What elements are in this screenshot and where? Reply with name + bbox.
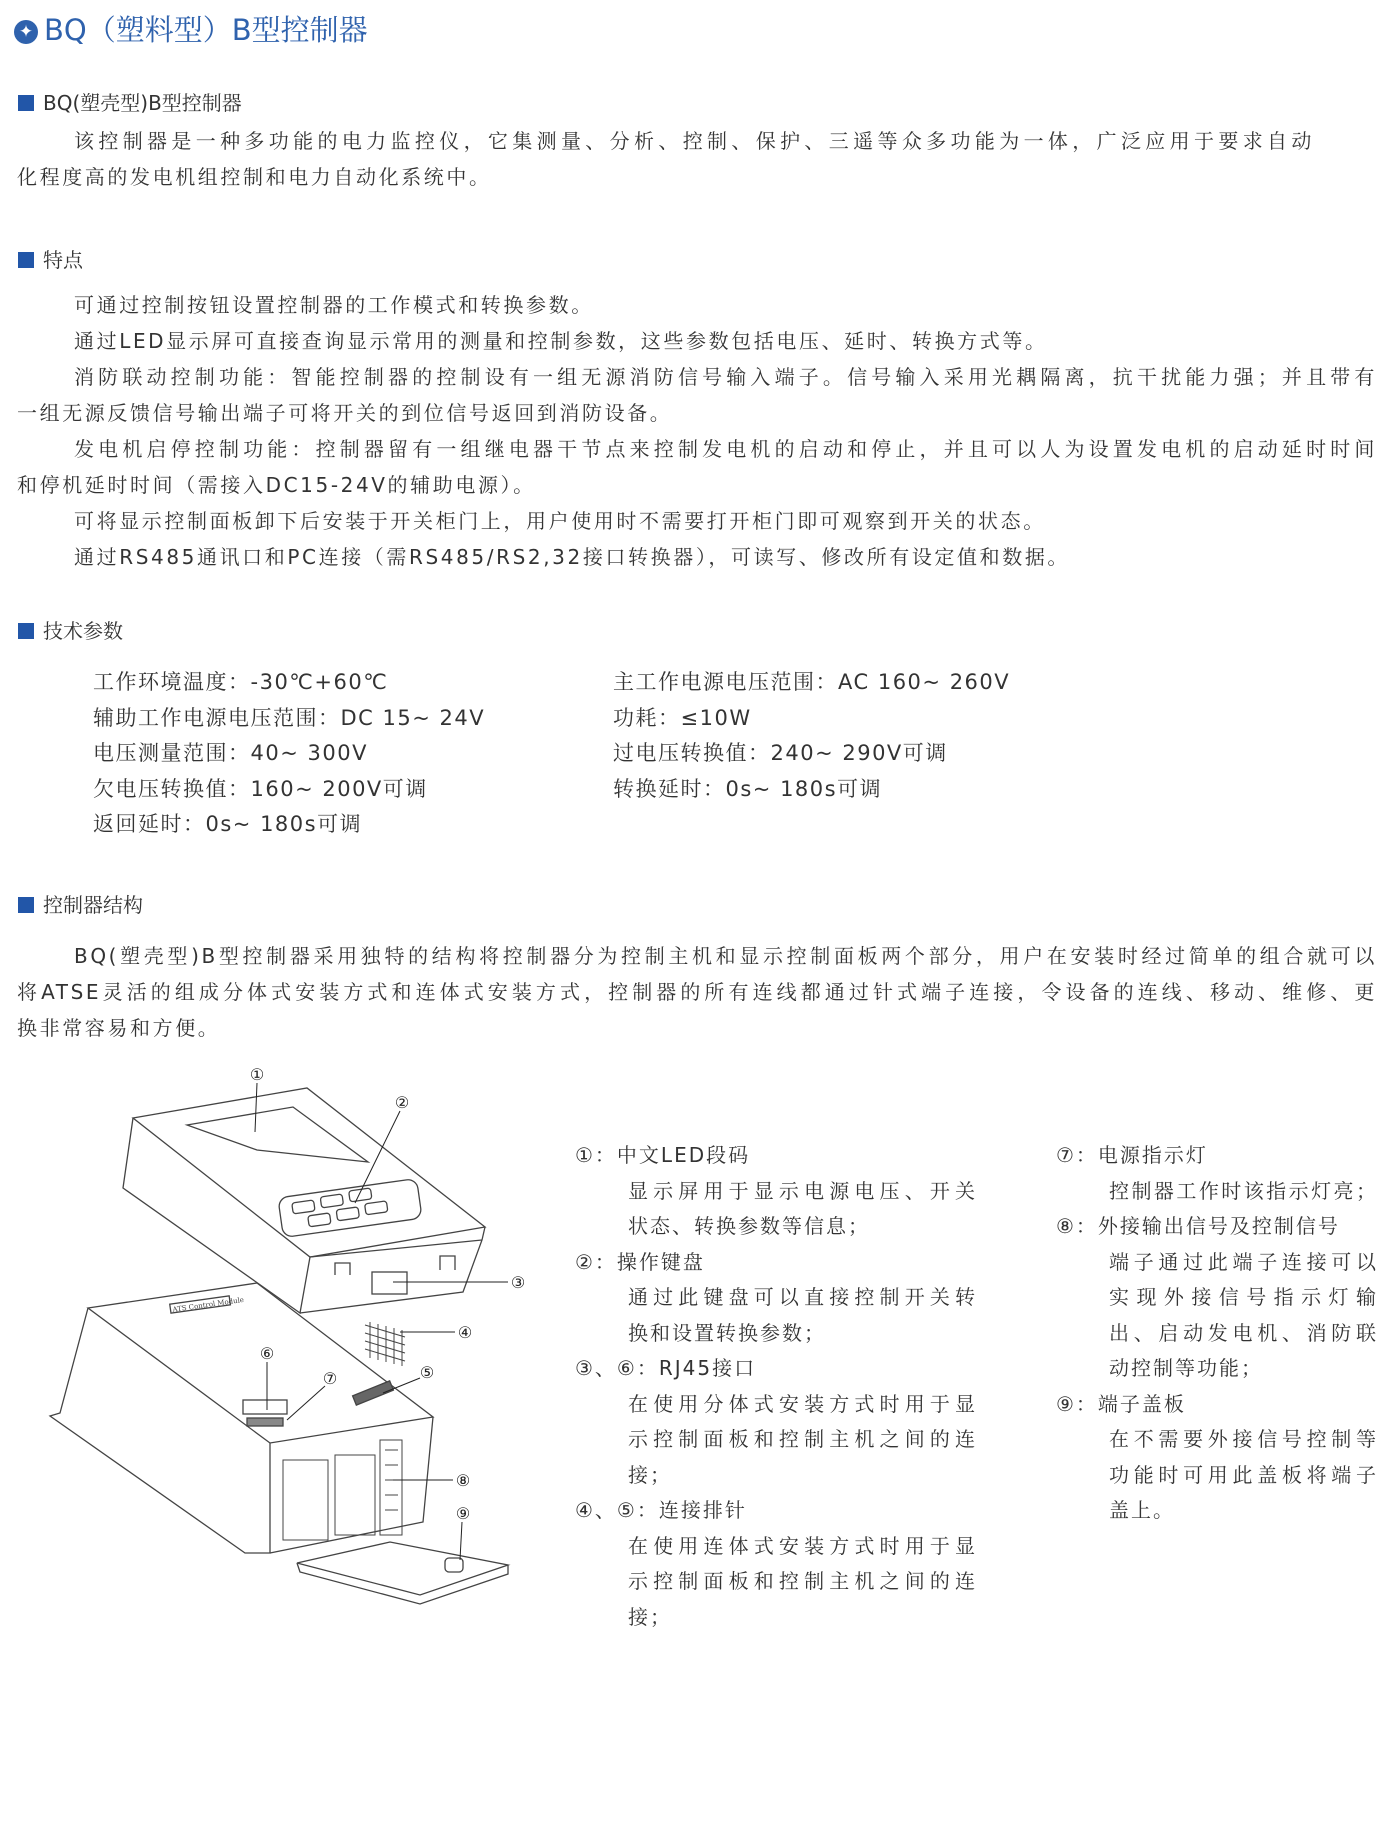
legend-desc: 示控制面板和控制主机之间的连 — [628, 1427, 977, 1451]
spec-item: 主工作电源电压范围：AC 160~ 260V — [613, 670, 1011, 694]
main-controller-unit — [50, 1283, 433, 1553]
spec-item: 功耗：≤10W — [613, 705, 752, 730]
legend-desc: 控制器工作时该指示灯亮； — [1109, 1178, 1378, 1203]
display-panel-unit — [123, 1088, 485, 1313]
text-line: 一组无源反馈信号输出端子可将开关的到位信号返回到消防设备。 — [17, 401, 673, 425]
pin-header — [365, 1322, 405, 1366]
legend-desc: 状态、转换参数等信息； — [628, 1214, 870, 1238]
callout-5: ⑤ — [419, 1363, 435, 1382]
terminal-cover — [297, 1542, 508, 1604]
legend-desc: 通过此键盘可以直接控制开关转 — [628, 1285, 977, 1309]
legend-desc: 实现外接信号指示灯输 — [1109, 1285, 1378, 1309]
spec-item: 转换延时：0s~ 180s可调 — [613, 776, 883, 801]
text-line: 通过RS485通讯口和PC连接（需RS485/RS2,32接口转换器），可读写、修改所有设定值和数据。 — [74, 545, 1071, 569]
text-line: 和停机延时时间（需接入DC15-24V的辅助电源）。 — [17, 473, 536, 497]
module-label: ATS Control Module — [171, 1295, 245, 1314]
rj45-port — [372, 1272, 407, 1294]
legend-desc: 在使用连体式安装方式时用于显 — [628, 1533, 977, 1558]
spec-item: 过电压转换值：240~ 290V可调 — [613, 741, 948, 765]
text-line: BQ(塑壳型)B型控制器采用独特的结构将控制器分为控制主机和显示控制面板两个部分，用户在安装时经过简单的组合就可以 — [74, 944, 1377, 968]
legend-label: ⑨：端子盖板 — [1056, 1391, 1186, 1416]
callout-9: ⑨ — [455, 1504, 471, 1523]
callout-7: ⑦ — [322, 1369, 338, 1388]
heading-text: BQ(塑壳型)B型控制器 — [43, 91, 242, 115]
controller-exploded-diagram — [0, 0, 560, 1837]
spec-item: 返回延时：0s~ 180s可调 — [93, 812, 363, 836]
legend-desc: 在不需要外接信号控制等 — [1109, 1427, 1378, 1451]
legend-desc: 接； — [628, 1462, 672, 1487]
text-line: 换非常容易和方便。 — [17, 1016, 221, 1040]
heading-text: 控制器结构 — [43, 893, 143, 917]
text-line: 可将显示控制面板卸下后安装于开关柜门上，用户使用时不需要打开柜门即可观察到开关的状态。 — [74, 509, 1046, 533]
legend-desc: 显示屏用于显示电源电压、开关 — [628, 1178, 977, 1203]
heading-text: 特点 — [43, 248, 83, 272]
legend-label: ④、⑤：连接排针 — [575, 1498, 747, 1522]
page-title-text: BQ（塑料型）B型控制器 — [44, 13, 368, 47]
legend-desc: 示控制面板和控制主机之间的连 — [628, 1569, 977, 1593]
legend-left-column — [575, 1138, 977, 1635]
specs-right-column — [613, 665, 1010, 807]
legend-right-column — [1056, 1138, 1378, 1529]
callout-4: ④ — [457, 1323, 473, 1342]
text-line: 可通过控制按钮设置控制器的工作模式和转换参数。 — [74, 293, 594, 317]
legend-label: ③、⑥：RJ45接口 — [575, 1356, 757, 1380]
callout-1: ① — [249, 1065, 265, 1084]
legend-desc: 换和设置转换参数； — [628, 1320, 826, 1345]
star-circle-icon: ✦ — [14, 20, 38, 44]
text-line: 通过LED显示屏可直接查询显示常用的测量和控制参数，这些参数包括电压、延时、转换方式等。 — [74, 329, 1048, 353]
legend-desc: 接； — [628, 1604, 672, 1629]
text-line: 消防联动控制功能：智能控制器的控制设有一组无源消防信号输入端子。信号输入采用光耦隔离，抗干扰能力强；并且带有 — [74, 365, 1377, 389]
legend-label: ⑧：外接输出信号及控制信号 — [1056, 1214, 1340, 1238]
legend-label: ②：操作键盘 — [575, 1249, 705, 1274]
callout-3: ③ — [510, 1273, 526, 1292]
text-line: 将ATSE灵活的组成分体式安装方式和连体式安装方式，控制器的所有连线都通过针式端子连接，令设备的连线、移动、维修、更 — [17, 980, 1377, 1004]
legend-desc: 盖上。 — [1109, 1498, 1175, 1522]
callout-2: ② — [394, 1093, 410, 1112]
text-line: 该控制器是一种多功能的电力监控仪，它集测量、分析、控制、保护、三遥等众多功能为一体，广泛应用于要求自动 — [74, 129, 1314, 153]
legend-desc: 在使用分体式安装方式时用于显 — [628, 1391, 977, 1416]
callout-6: ⑥ — [259, 1344, 275, 1363]
legend-desc: 端子通过此端子连接可以 — [1109, 1249, 1378, 1274]
spec-item: 工作环境温度：-30℃+60℃ — [93, 670, 389, 694]
legend-label: ⑦：电源指示灯 — [1056, 1143, 1208, 1167]
legend-desc: 功能时可用此盖板将端子 — [1109, 1462, 1378, 1487]
text-line: 化程度高的发电机组控制和电力自动化系统中。 — [17, 165, 492, 189]
spec-item: 欠电压转换值：160~ 200V可调 — [93, 776, 428, 801]
text-line: 发电机启停控制功能：控制器留有一组继电器干节点来控制发电机的启动和停止，并且可以人为设置发电机的启动延时时间 — [74, 437, 1377, 461]
heading-text: 技术参数 — [43, 619, 123, 643]
spec-item: 辅助工作电源电压范围：DC 15~ 24V — [93, 705, 486, 730]
legend-desc: 动控制等功能； — [1109, 1356, 1263, 1380]
callout-8: ⑧ — [455, 1471, 471, 1490]
spec-item: 电压测量范围：40~ 300V — [93, 741, 368, 765]
legend-label: ①：中文LED段码 — [575, 1143, 751, 1167]
legend-desc: 出、启动发电机、消防联 — [1109, 1320, 1378, 1345]
